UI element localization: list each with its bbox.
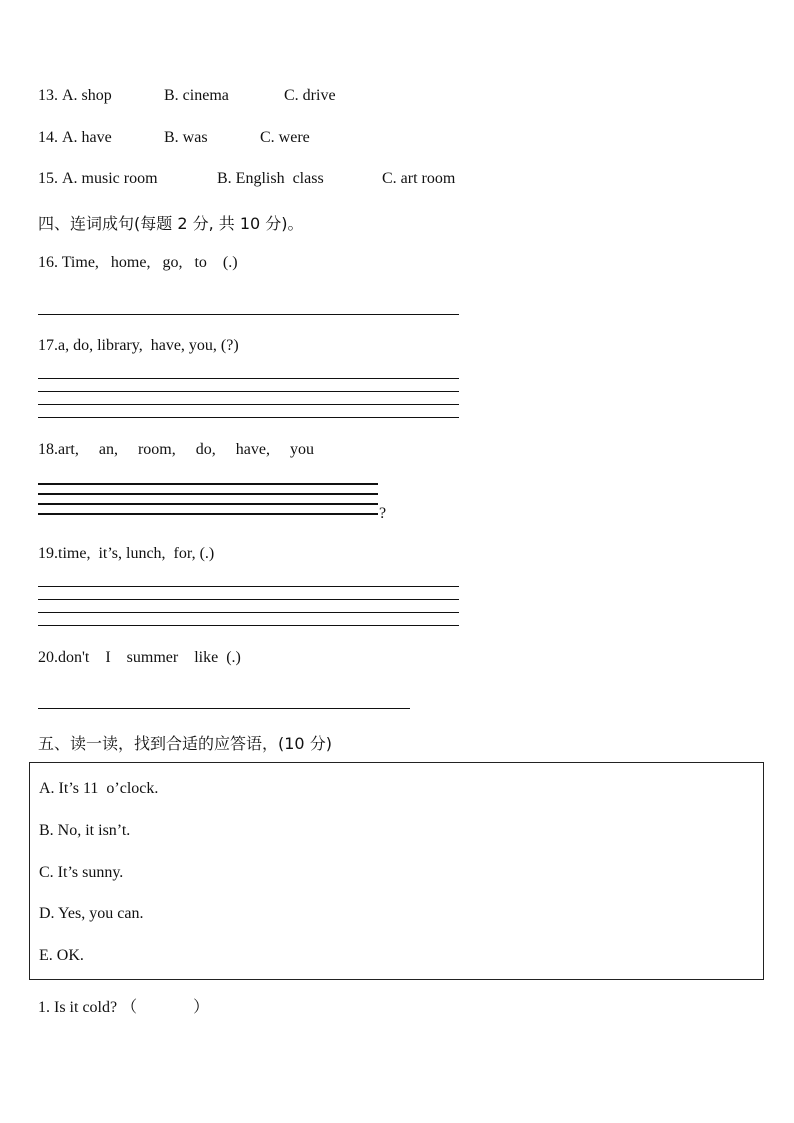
option-b: B. English class [217,170,324,187]
section-5-title: 五、读一读，找到合适的应答语，(10 分) [38,734,332,753]
section-5-question-1 [38,994,209,1017]
answer-line[interactable] [38,625,459,626]
option-c: C. were [260,129,310,146]
question-19-prompt: 19.time, it’s, lunch, for, (.) [38,545,215,562]
question-number: 15. [38,170,58,187]
answer-line[interactable] [38,404,459,405]
option-a: A. have [62,129,112,146]
option-b: B. cinema [164,87,229,104]
option-a: A. shop [62,87,112,104]
answer-line[interactable] [38,483,378,485]
answer-line[interactable] [38,513,378,515]
option-c: C. drive [284,87,336,104]
answer-option-e: E. OK. [39,947,84,964]
answer-line[interactable] [38,586,459,587]
question-18-end-mark: ? [379,505,387,522]
question-20-prompt: 20.don't I summer like (.) [38,649,241,666]
answer-option-b: B. No, it isn’t. [39,822,131,839]
option-c: C. art room [382,170,456,187]
option-a: A. music room [62,170,158,187]
question-16-prompt: 16. Time, home, go, to (.) [38,254,238,271]
answer-line[interactable] [38,314,459,315]
answer-line[interactable] [38,599,459,600]
answer-options-box [29,762,764,980]
section-4-title: 四、连词成句(每题 2 分, 共 10 分)。 [38,214,304,233]
question-17-prompt: 17.a, do, library, have, you, (?) [38,337,239,354]
answer-line[interactable] [38,612,459,613]
answer-line[interactable] [38,493,378,495]
answer-line[interactable] [38,378,459,379]
answer-option-c: C. It’s sunny. [39,864,124,881]
answer-option-d: D. Yes, you can. [39,905,144,922]
answer-option-a: A. It’s 11 o’clock. [39,780,159,797]
question-number: 14. [38,129,58,146]
answer-line[interactable] [38,417,459,418]
answer-line[interactable] [38,503,378,505]
question-18-prompt: 18.art, an, room, do, have, you [38,441,314,458]
option-b: B. was [164,129,208,146]
answer-blank[interactable]: （ ） [121,999,210,1016]
question-number: 13. [38,87,58,104]
answer-line[interactable] [38,391,459,392]
question-text: 1. Is it cold? [38,999,118,1016]
answer-line[interactable] [38,708,410,709]
